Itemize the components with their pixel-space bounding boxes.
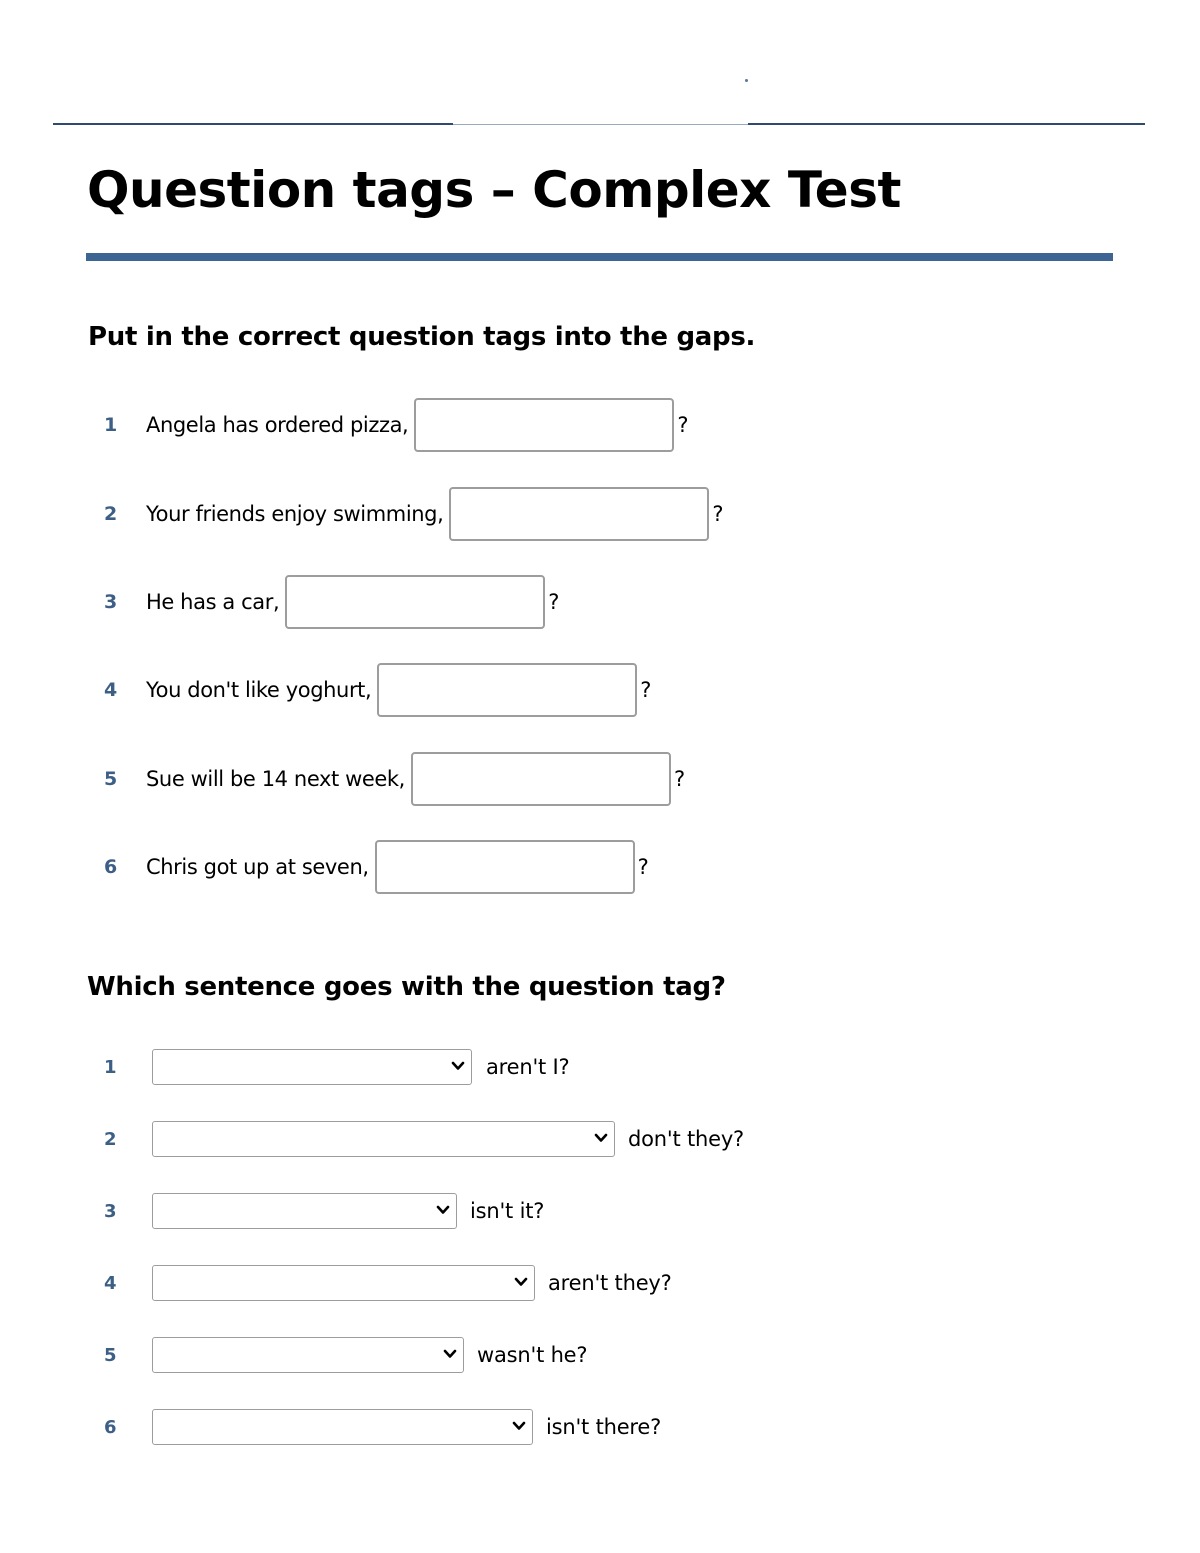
header-rule: [453, 124, 748, 125]
select-item: [0, 1049, 1200, 1085]
chevron-down-icon: [594, 1131, 608, 1145]
chevron-down-icon: [436, 1203, 450, 1217]
chevron-down-icon: [451, 1059, 465, 1073]
question-tag: aren't they?: [548, 1271, 672, 1295]
question-mark: ?: [640, 678, 652, 702]
item-number: 2: [104, 503, 118, 525]
sentence-select[interactable]: [152, 1337, 464, 1373]
sentence-text: You don't like yoghurt,: [146, 678, 372, 702]
answer-input[interactable]: [375, 840, 635, 894]
item-number: 2: [104, 1128, 117, 1150]
question-mark: ?: [677, 413, 689, 437]
sentence-text: He has a car,: [146, 590, 280, 614]
sentence-text: Your friends enjoy swimming,: [146, 502, 444, 526]
sentence-select[interactable]: [152, 1193, 457, 1229]
answer-input[interactable]: [285, 575, 545, 629]
question-mark: ?: [637, 855, 649, 879]
gap-item: [0, 663, 1200, 717]
question-tag: isn't there?: [546, 1415, 662, 1439]
question-tag: aren't I?: [486, 1055, 570, 1079]
gap-item: [0, 840, 1200, 894]
gap-item: [0, 575, 1200, 629]
sentence-select[interactable]: [152, 1409, 533, 1445]
select-item: [0, 1193, 1200, 1229]
page-title: Question tags – Complex Test: [87, 161, 901, 219]
item-number: 1: [104, 414, 118, 436]
question-mark: ?: [673, 767, 685, 791]
chevron-down-icon: [514, 1275, 528, 1289]
select-item: [0, 1265, 1200, 1301]
title-underline: [86, 253, 1113, 261]
gap-item: [0, 487, 1200, 541]
select-item: [0, 1337, 1200, 1373]
sentence-select[interactable]: [152, 1265, 535, 1301]
chevron-down-icon: [443, 1347, 457, 1361]
item-number: 1: [104, 1056, 117, 1078]
answer-input[interactable]: [411, 752, 671, 806]
sentence-text: Sue will be 14 next week,: [146, 767, 405, 791]
item-number: 5: [104, 1344, 117, 1366]
question-tag: wasn't he?: [477, 1343, 588, 1367]
item-number: 3: [104, 1200, 117, 1222]
answer-input[interactable]: [449, 487, 709, 541]
sentence-text: Angela has ordered pizza,: [146, 413, 409, 437]
select-item: [0, 1121, 1200, 1157]
item-number: 4: [104, 1272, 117, 1294]
select-item: [0, 1409, 1200, 1445]
answer-input[interactable]: [414, 398, 674, 452]
item-number: 6: [104, 1416, 117, 1438]
question-mark: ?: [548, 590, 559, 614]
question-mark: ?: [712, 502, 724, 526]
item-number: 4: [104, 679, 118, 701]
question-tag: isn't it?: [470, 1199, 545, 1223]
header-dot: [745, 79, 748, 82]
gap-item: [0, 752, 1200, 806]
answer-input[interactable]: [377, 663, 637, 717]
item-number: 6: [104, 856, 118, 878]
section2-heading: Which sentence goes with the question tag?: [87, 972, 726, 1002]
item-number: 5: [104, 768, 118, 790]
section1-heading: Put in the correct question tags into the gaps.: [88, 322, 756, 352]
chevron-down-icon: [512, 1419, 526, 1433]
header-rule: [53, 123, 453, 125]
header-rule: [748, 123, 1145, 125]
item-number: 3: [104, 591, 118, 613]
gap-item: [0, 398, 1200, 452]
sentence-select[interactable]: [152, 1121, 615, 1157]
question-tag: don't they?: [628, 1127, 745, 1151]
sentence-select[interactable]: [152, 1049, 472, 1085]
sentence-text: Chris got up at seven,: [146, 855, 369, 879]
